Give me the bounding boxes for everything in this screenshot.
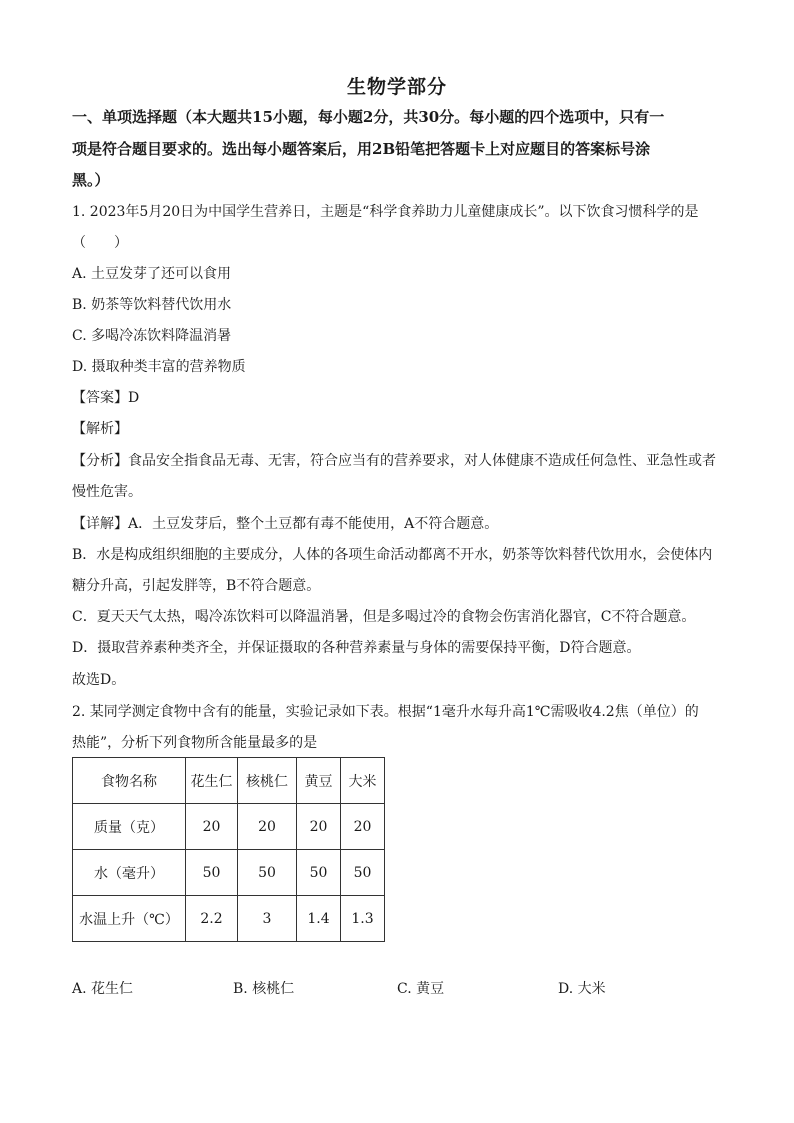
table-row [73,850,385,896]
q1-explanation-line-7: D．摄取营养素种类齐全，并保证摄取的各种营养素量与身体的需要保持平衡，D符合题意。 [72,640,641,656]
table-cell: 50 [238,850,297,896]
q1-explanation-line-6: C．夏天天气太热，喝冷冻饮料可以降温消暑，但是多喝过冷的食物会伤害消化器官，C不符合题意。 [72,609,696,625]
table-cell: 1.3 [341,896,385,942]
q1-explanation-line-4: B．水是构成组织细胞的主要成分，人体的各项生命活动都离不开水，奶茶等饮料替代饮用水，会使体内 [72,547,713,563]
table-cell: 20 [238,804,297,850]
table-header-cell: 黄豆 [297,758,341,804]
table-cell: 水（毫升） [73,850,186,896]
table-cell: 1.4 [297,896,341,942]
instruction-line-1: 一、单项选择题（本大题共15小题，每小题2分，共30分。每小题的四个选项中，只有一 [72,108,665,126]
q1-explanation-line-1: 【分析】食品安全指食品无毒、无害，符合应当有的营养要求，对人体健康不造成任何急性、亚急性或者 [72,453,716,469]
food-energy-table [72,757,385,942]
instruction-line-3: 黑。） [72,171,110,189]
table-header-cell: 核桃仁 [238,758,297,804]
table-cell: 3 [238,896,297,942]
table-cell: 50 [341,850,385,896]
table-row [73,804,385,850]
q1-stem-line-2: （ ） [72,235,128,251]
q2-stem-line-2: 热能”，分析下列食物所含能量最多的是 [72,735,318,751]
q1-explanation-line-2: 慢性危害。 [72,484,142,500]
q2-option-c: C. 黄豆 [397,981,445,997]
table-row [73,896,385,942]
q1-explanation-line-5: 糖分升高，引起发胖等，B不符合题意。 [72,578,321,594]
table-cell: 20 [297,804,341,850]
table-cell: 20 [186,804,238,850]
q1-option-a: A. 土豆发芽了还可以食用 [72,266,232,282]
table-cell: 20 [341,804,385,850]
q1-option-c: C. 多喝冷冻饮料降温消暑 [72,328,232,344]
table-cell: 50 [186,850,238,896]
table-header-row [73,758,385,804]
table-cell: 水温上升（℃） [73,896,186,942]
section-title: 生物学部分 [346,76,447,98]
table-header-cell: 花生仁 [186,758,238,804]
table-header-cell: 食物名称 [73,758,186,804]
q1-answer: 【答案】D [72,390,140,406]
q1-option-b: B. 奶茶等饮料替代饮用水 [72,297,232,313]
instruction-line-2: 项是符合题目要求的。选出每小题答案后，用2B铅笔把答题卡上对应题目的答案标号涂 [72,140,651,158]
q2-option-a: A. 花生仁 [72,981,134,997]
table-cell: 50 [297,850,341,896]
table-cell: 质量（克） [73,804,186,850]
q1-option-d: D. 摄取种类丰富的营养物质 [72,359,246,375]
q2-option-d: D. 大米 [558,981,606,997]
q1-explanation-line-3: 【详解】A．土豆发芽后，整个土豆都有毒不能使用，A不符合题意。 [72,516,499,532]
table-cell: 2.2 [186,896,238,942]
q2-stem-line-1: 2. 某同学测定食物中含有的能量，实验记录如下表。根据“1毫升水每升高1℃需吸收4.2焦（单位）的 [72,704,699,720]
q1-explanation-line-8: 故选D。 [72,672,126,688]
table-header-cell: 大米 [341,758,385,804]
q1-stem-line-1: 1. 2023年5月20日为中国学生营养日，主题是“科学食养助力儿童健康成长”。以下饮食习惯科学的是 [72,204,699,220]
q2-option-b: B. 核桃仁 [233,981,295,997]
q1-analysis-heading: 【解析】 [72,421,128,437]
